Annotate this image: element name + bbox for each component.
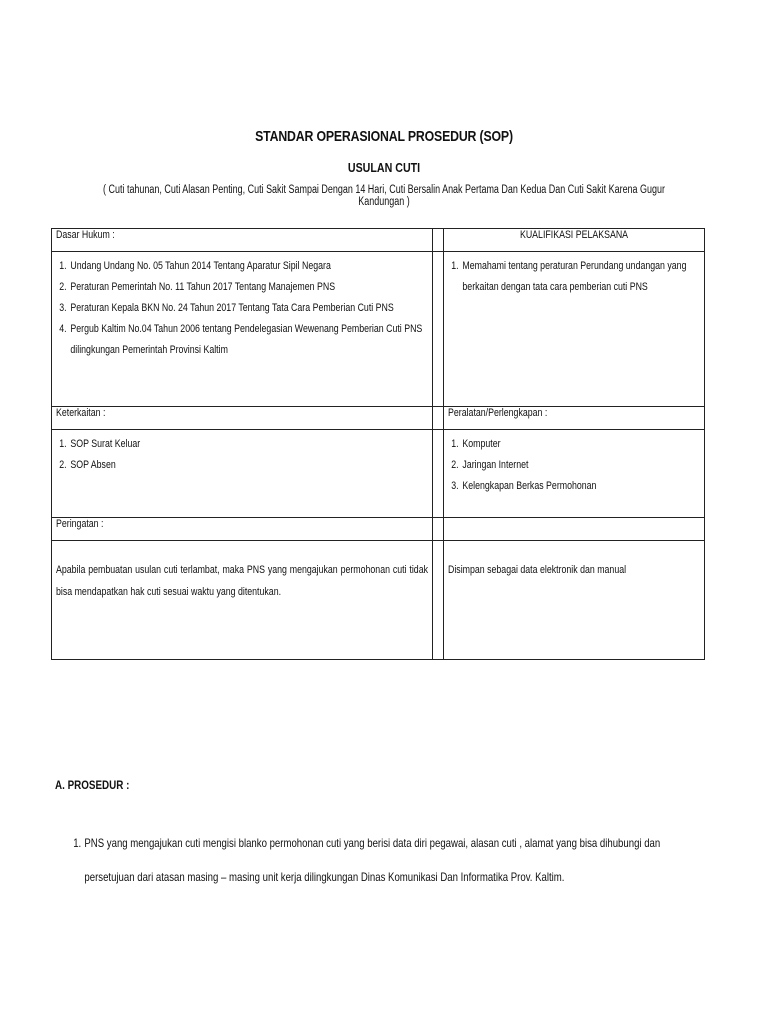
peringatan-header: Peringatan : [52, 518, 433, 541]
table-row [52, 430, 705, 518]
document-scope: ( Cuti tahunan, Cuti Alasan Penting, Cuti Sakit Sampai Dengan 14 Hari, Cuti Bersalin Anak Pertama Dan Kedua Dan Cuti Sakit Karena Gugur Kandungan ) [103, 184, 665, 208]
spacer-cell [433, 252, 444, 407]
list-item: SOP Absen [70, 459, 116, 471]
peralatan-header: Peralatan/Perlengkapan : [444, 407, 705, 430]
spacer-cell [433, 430, 444, 518]
list-item: Peraturan Pemerintah No. 11 Tahun 2017 Tentang Manajemen PNS [70, 281, 336, 293]
list-item: Memahami tentang peraturan Perundang undangan yang berkaitan dengan tata cara pemberian cuti PNS [462, 260, 687, 293]
kualifikasi-header: KUALIFIKASI PELAKSANA [444, 229, 705, 252]
list-item: Kelengkapan Berkas Permohonan [462, 480, 597, 492]
section-heading-prosedur: A. PROSEDUR : [55, 778, 130, 792]
list-item: Pergub Kaltim No.04 Tahun 2006 tentang Pendelegasian Wewenang Pemberian Cuti PNS dilingkungan Pemerintah Provinsi Kaltim [70, 323, 423, 356]
peringatan-cell: Apabila pembuatan usulan cuti terlambat, maka PNS yang mengajukan permohonan cuti tidak bisa mendapatkan hak cuti sesuai waktu yang ditentukan. [52, 541, 433, 660]
spacer-cell [433, 518, 444, 541]
dasar-hukum-cell [52, 252, 433, 407]
dasar-hukum-header: Dasar Hukum : [52, 229, 433, 252]
spacer-cell [433, 407, 444, 430]
table-row [52, 541, 705, 660]
table-row [52, 229, 705, 252]
table-row [52, 518, 705, 541]
list-item: Komputer [462, 438, 501, 450]
spacer-cell [433, 229, 444, 252]
sop-table [51, 228, 705, 660]
list-item: Jaringan Internet [462, 459, 529, 471]
list-item: Peraturan Kepala BKN No. 24 Tahun 2017 Tentang Tata Cara Pemberian Cuti PNS [70, 302, 394, 314]
list-item: PNS yang mengajukan cuti mengisi blanko permohonan cuti yang berisi data diri pegawai, alasan cuti , alamat yang bisa dihubungi dan persetujuan dari atasan masing – masing unit kerja dilingkungan Dinas Komunikasi Dan Informatika Prov. Kaltim. [84, 836, 661, 884]
document-title: STANDAR OPERASIONAL PROSEDUR (SOP) [255, 128, 513, 145]
list-item: Undang Undang No. 05 Tahun 2014 Tentang Aparatur Sipil Negara [70, 260, 331, 272]
pencatatan-cell: Disimpan sebagai data elektronik dan manual [444, 541, 705, 660]
spacer-cell [433, 541, 444, 660]
kualifikasi-cell [444, 252, 705, 407]
pencatatan-header [444, 518, 705, 541]
list-item: SOP Surat Keluar [70, 438, 141, 450]
keterkaitan-header: Keterkaitan : [52, 407, 433, 430]
document-subtitle: USULAN CUTI [347, 160, 421, 175]
table-row [52, 252, 705, 407]
keterkaitan-cell [52, 430, 433, 518]
table-row [52, 407, 705, 430]
prosedur-list [70, 826, 710, 894]
peralatan-cell [444, 430, 705, 518]
